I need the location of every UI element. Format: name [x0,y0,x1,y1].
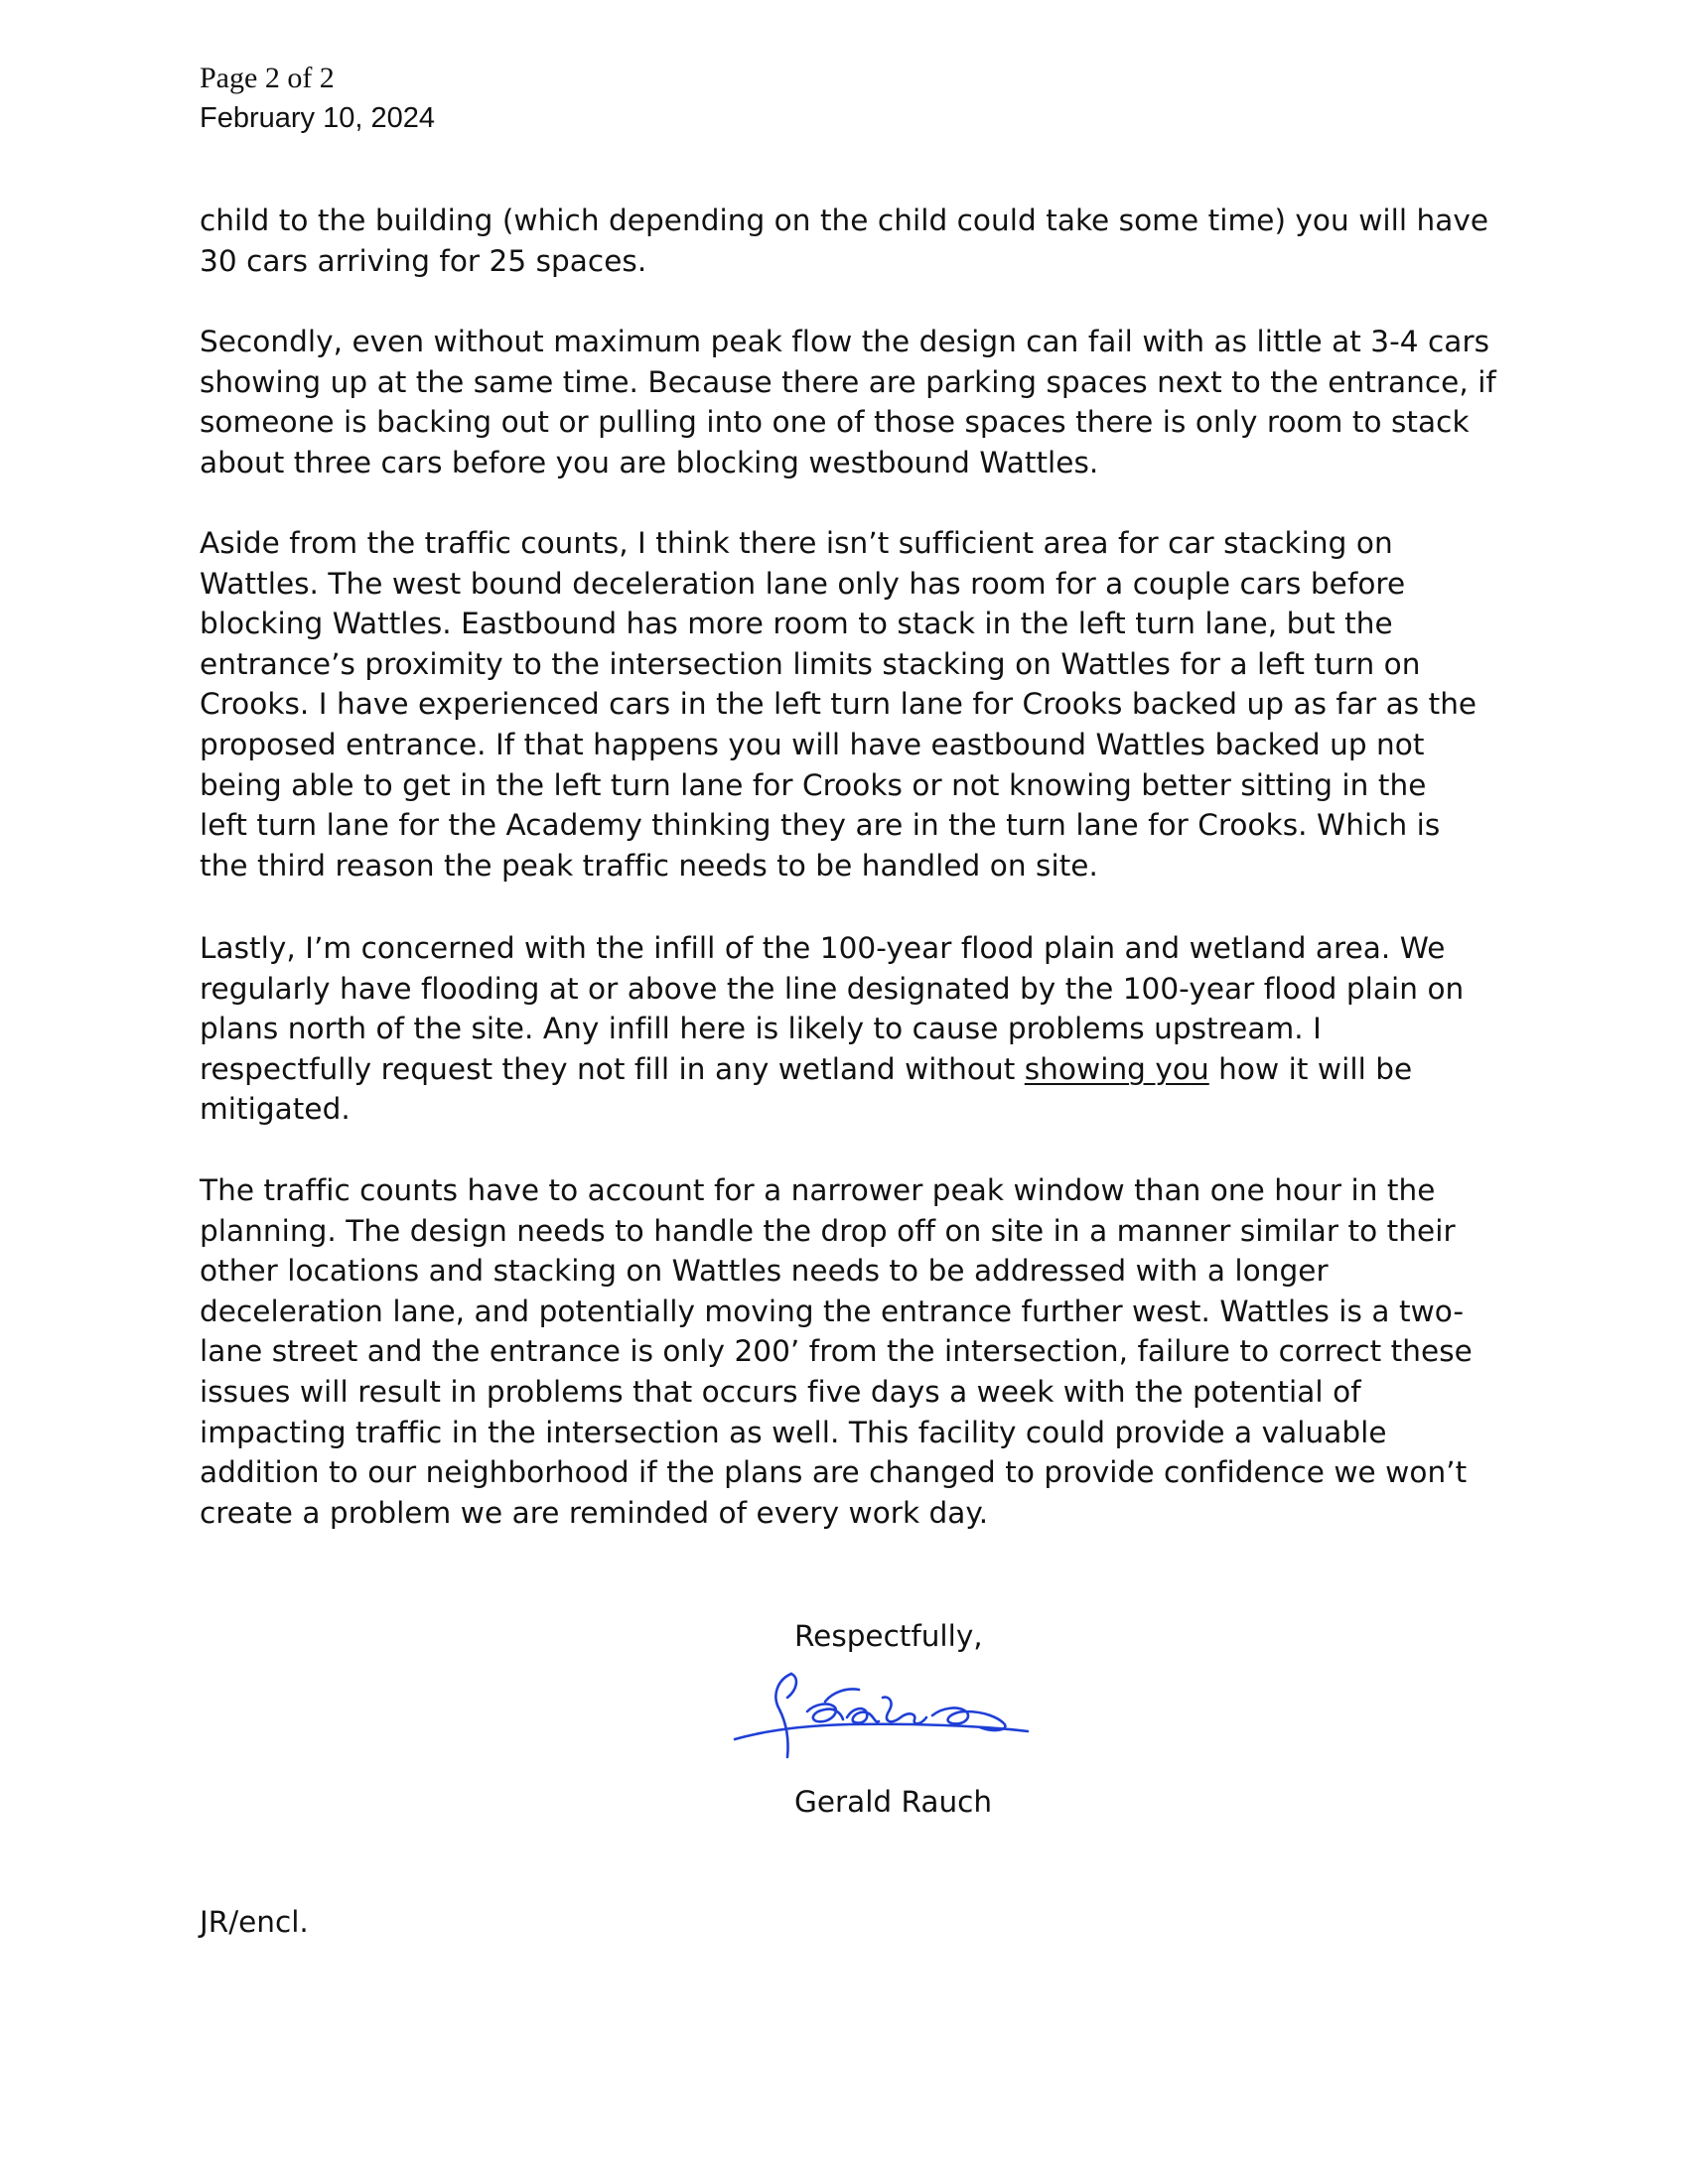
paragraph-line: child to the building (which depending on the child could take some time) you will have [200,204,1489,237]
paragraph-line: the third reason the peak traffic needs to be handled on site. [200,848,1098,883]
paragraph-line: plans north of the site. Any infill here is likely to cause problems upstream. I [200,1012,1322,1046]
paragraph-line: addition to our neighborhood if the plans are changed to provide confidence we won’t [200,1455,1468,1490]
paragraph-line: Secondly, even without maximum peak flow the design can fail with as little at 3-4 cars [200,325,1490,358]
paragraph-line: entrance’s proximity to the intersection limits stacking on Wattles for a left turn on [200,646,1421,681]
handwritten-signature-icon [730,1668,1038,1767]
paragraph-line: Crooks. I have experienced cars in the left turn lane for Crooks backed up as far as the [200,687,1477,722]
paragraph-line: someone is backing out or pulling into one of those spaces there is only room to stack [200,405,1470,440]
paragraph-flood-plain [200,928,1500,1130]
paragraph-line: left turn lane for the Academy thinking they are in the turn lane for Crooks. Which is [200,808,1441,843]
enclosure-notation: JR/encl. [200,1905,309,1939]
paragraph-line: showing up at the same time. Because there are parking spaces next to the entrance, if [200,364,1496,399]
paragraph-stacking [200,523,1500,886]
underlined-phrase: showing you [1024,1051,1209,1086]
paragraph-line: planning. The design needs to handle the drop off on site in a manner similar to their [200,1213,1456,1248]
paragraph-line: mitigated. [200,1092,351,1127]
paragraph-line: lane street and the entrance is only 200’ from the intersection, failure to correct these [200,1334,1473,1369]
page-number: Page 2 of 2 [200,62,335,94]
paragraph-line: proposed entrance. If that happens you will have eastbound Wattles backed up not [200,727,1425,761]
paragraph-line: impacting traffic in the intersection as well. This facility could provide a valuable [200,1415,1387,1449]
paragraph-line: Lastly, I’m concerned with the infill of the 100-year flood plain and wetland area. We [200,931,1446,965]
paragraph-conclusion [200,1170,1500,1533]
paragraph-line: 30 cars arriving for 25 spaces. [200,243,647,278]
signer-name: Gerald Rauch [794,1785,993,1819]
paragraph-line: The traffic counts have to account for a narrower peak window than one hour in the [200,1173,1436,1207]
paragraph-line: being able to get in the left turn lane for Crooks or not knowing better sitting in the [200,767,1427,802]
paragraph-line: deceleration lane, and potentially moving the entrance further west. Wattles is a two- [200,1294,1465,1328]
line-text: respectfully request they not fill in any wetland without [200,1051,1025,1086]
paragraph-line [200,1049,1500,1090]
paragraph-line: blocking Wattles. Eastbound has more room to stack in the left turn lane, but the [200,607,1393,641]
paragraph-line: issues will result in problems that occurs five days a week with the potential of [200,1374,1361,1409]
letter-date: February 10, 2024 [200,102,435,134]
paragraph-line: Wattles. The west bound deceleration lane only has room for a couple cars before [200,566,1406,601]
paragraph-line: create a problem we are reminded of every work day. [200,1495,989,1530]
paragraph-line: regularly have flooding at or above the line designated by the 100-year flood plain on [200,971,1465,1006]
paragraph-line: other locations and stacking on Wattles needs to be addressed with a longer [200,1254,1329,1289]
paragraph-continuation [200,201,1500,281]
line-text: how it will be [1208,1051,1413,1086]
paragraph-line: about three cars before you are blocking westbound Wattles. [200,445,1099,479]
paragraph-line: Aside from the traffic counts, I think there isn’t sufficient area for car stacking on [200,526,1393,560]
paragraph-secondly [200,322,1500,482]
closing-salutation: Respectfully, [794,1619,983,1653]
